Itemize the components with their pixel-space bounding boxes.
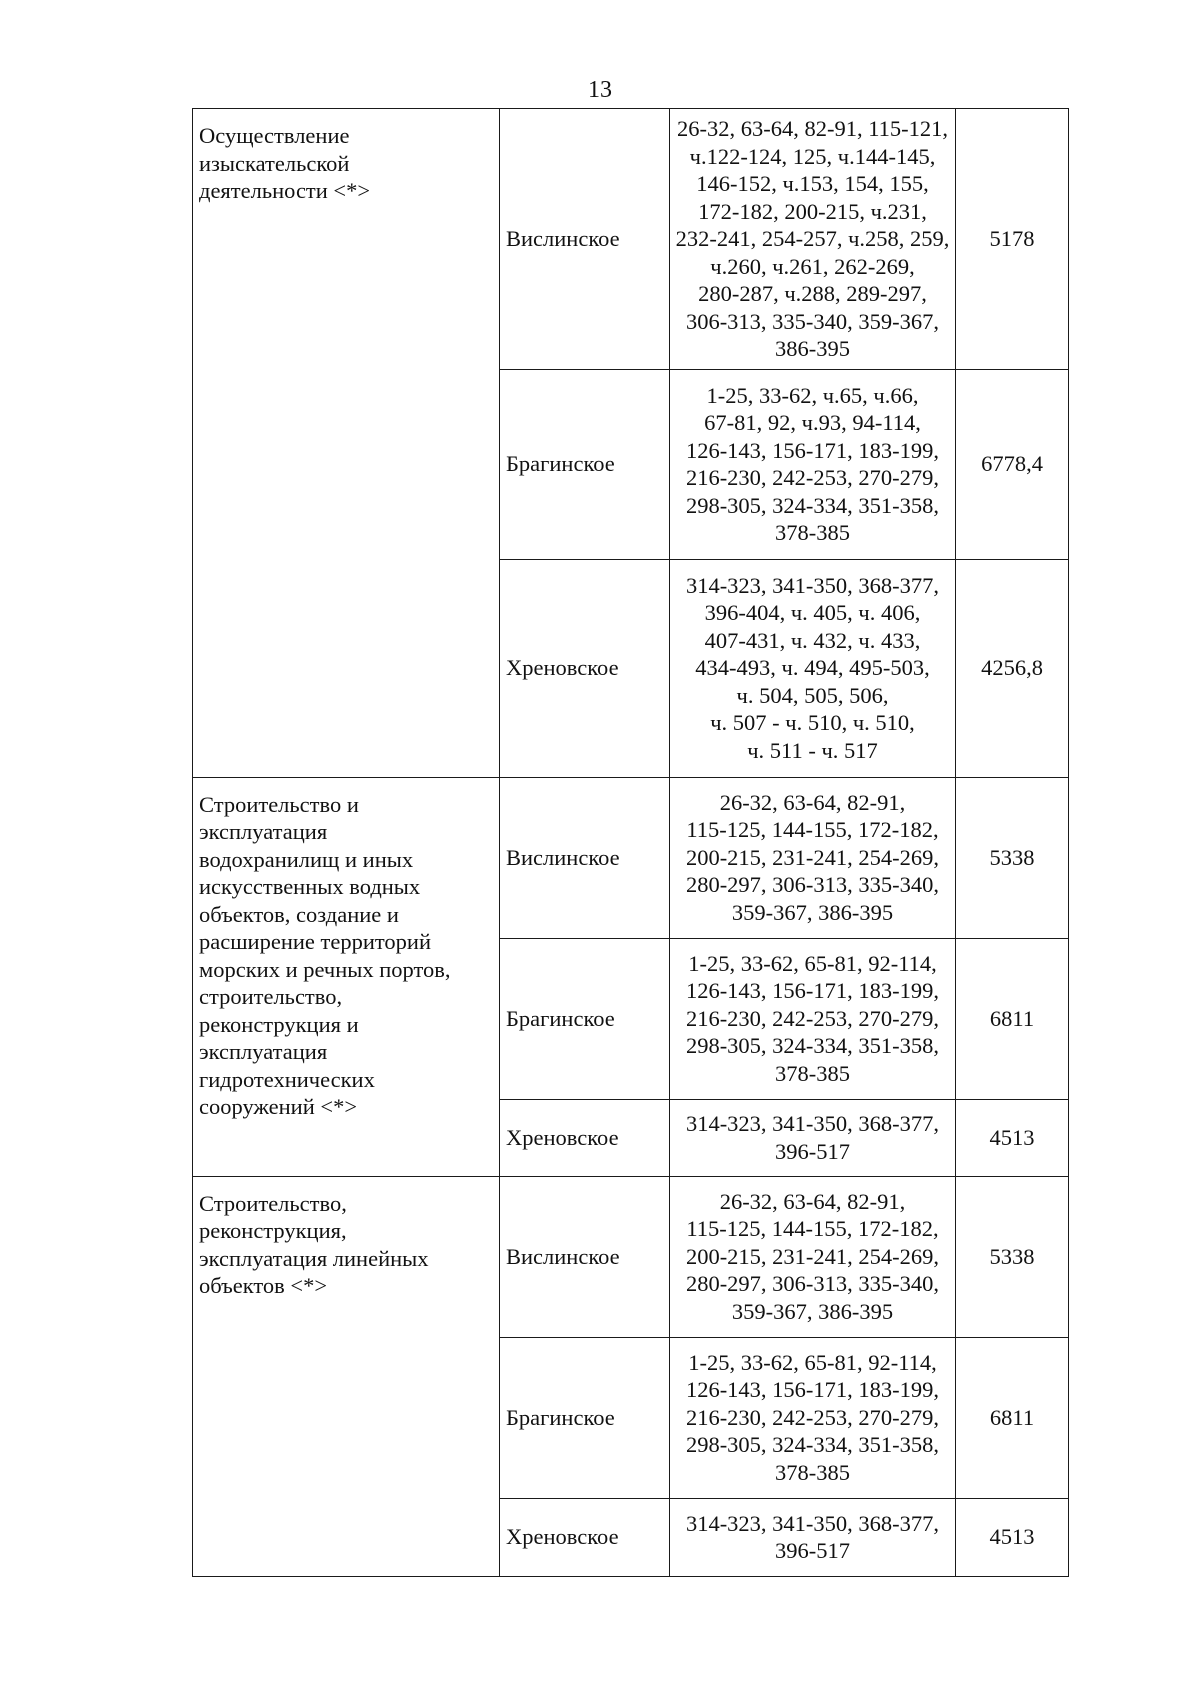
quarters-line: 172-182, 200-215, ч.231, [698, 198, 927, 224]
quarters-line: 314-323, 341-350, 368-377, [685, 1111, 940, 1136]
area-cell: 4256,8 [956, 559, 1069, 777]
quarters-line: 407-431, ч. 432, ч. 433, [704, 627, 921, 653]
quarters-line: 200-215, 231-241, 254-269, [685, 844, 940, 870]
forestry-cell: Брагинское [500, 938, 670, 1099]
activity-line: сооружений <*> [199, 1094, 358, 1119]
quarters-line: 306-313, 335-340, 359-367, [685, 308, 940, 334]
quarters-line: 434-493, ч. 494, 495-503, [695, 655, 930, 681]
activity-line: водохранилищ и иных [199, 846, 414, 872]
quarters-cell [670, 938, 956, 1099]
quarters-line: 378-385 [775, 1459, 850, 1485]
activity-line: изыскательской [199, 150, 350, 176]
quarters-line: 378-385 [775, 1060, 850, 1086]
quarters-line: 378-385 [775, 520, 850, 545]
quarters-line: 232-241, 254-257, ч.258, 259, [675, 226, 950, 251]
activity-line: Строительство и [199, 791, 359, 817]
quarters-line: 314-323, 341-350, 368-377, [685, 572, 940, 598]
activity-line: реконструкция и [199, 1011, 359, 1037]
activity-line: строительство, [199, 984, 343, 1009]
quarters-line: ч. 507 - ч. 510, ч. 510, [710, 710, 915, 736]
forestry-cell: Вислинское [500, 777, 670, 938]
quarters-line: 396-404, ч. 405, ч. 406, [704, 600, 921, 626]
quarters-line: 126-143, 156-171, 183-199, [685, 1377, 940, 1403]
activity-line: объектов, создание и [199, 901, 399, 927]
quarters-line: ч. 504, 505, 506, [736, 682, 889, 708]
quarters-line: 126-143, 156-171, 183-199, [685, 978, 940, 1004]
forestry-cell: Брагинское [500, 369, 670, 559]
area-cell: 4513 [956, 1498, 1069, 1576]
area-cell: 5178 [956, 109, 1069, 370]
area-cell: 6811 [956, 938, 1069, 1099]
activity-cell [193, 1176, 500, 1576]
area-cell: 6811 [956, 1337, 1069, 1498]
quarters-line: ч.122-124, 125, ч.144-145, [689, 143, 936, 169]
quarters-line: 216-230, 242-253, 270-279, [685, 1005, 940, 1031]
quarters-line: 67-81, 92, ч.93, 94-114, [704, 410, 921, 435]
quarters-line: 200-215, 231-241, 254-269, [685, 1243, 940, 1269]
quarters-line: 298-305, 324-334, 351-358, [685, 1033, 940, 1059]
quarters-line: 26-32, 63-64, 82-91, 115-121, [676, 116, 948, 141]
table-row [193, 109, 1069, 370]
quarters-cell [670, 369, 956, 559]
quarters-line: 1-25, 33-62, 65-81, 92-114, [688, 950, 937, 976]
forestry-usage-table [192, 108, 1069, 1577]
quarters-line: 26-32, 63-64, 82-91, [719, 789, 906, 815]
activity-line: деятельности <*> [199, 178, 371, 203]
quarters-line: 1-25, 33-62, ч.65, ч.66, [706, 382, 919, 408]
forestry-cell: Брагинское [500, 1337, 670, 1498]
activity-line: расширение территорий [199, 929, 431, 954]
quarters-cell [670, 1498, 956, 1576]
quarters-line: 386-395 [775, 336, 850, 361]
quarters-line: 115-125, 144-155, 172-182, [686, 817, 939, 843]
quarters-line: 280-297, 306-313, 335-340, [685, 1271, 940, 1297]
quarters-line: 1-25, 33-62, 65-81, 92-114, [688, 1349, 937, 1375]
quarters-line: 298-305, 324-334, 351-358, [685, 492, 940, 518]
quarters-line: 314-323, 341-350, 368-377, [685, 1510, 940, 1536]
quarters-line: 396-517 [775, 1538, 850, 1563]
quarters-cell [670, 1337, 956, 1498]
area-cell: 5338 [956, 1176, 1069, 1337]
activity-line: реконструкция, [199, 1218, 347, 1243]
quarters-line: 280-297, 306-313, 335-340, [685, 872, 940, 898]
activity-line: эксплуатация [199, 819, 328, 844]
quarters-line: 126-143, 156-171, 183-199, [685, 437, 940, 463]
quarters-line: 359-367, 386-395 [731, 899, 894, 925]
forestry-cell: Хреновское [500, 1099, 670, 1176]
forestry-cell: Хреновское [500, 559, 670, 777]
table-row [193, 777, 1069, 938]
quarters-line: 298-305, 324-334, 351-358, [685, 1432, 940, 1458]
forestry-cell: Хреновское [500, 1498, 670, 1576]
forestry-cell: Вислинское [500, 1176, 670, 1337]
table-row [193, 1176, 1069, 1337]
quarters-line: 359-367, 386-395 [731, 1298, 894, 1324]
quarters-line: 146-152, ч.153, 154, 155, [696, 171, 929, 196]
forestry-cell: Вислинское [500, 109, 670, 370]
quarters-cell [670, 777, 956, 938]
activity-line: эксплуатация [199, 1039, 328, 1064]
activity-line: Строительство, [199, 1190, 347, 1216]
quarters-line: 280-287, ч.288, 289-297, [698, 281, 927, 306]
quarters-line: ч. 511 - ч. 517 [747, 737, 878, 763]
quarters-line: 115-125, 144-155, 172-182, [686, 1216, 939, 1242]
quarters-cell [670, 559, 956, 777]
activity-line: искусственных водных [199, 874, 421, 899]
activity-cell [193, 109, 500, 778]
quarters-line: 396-517 [775, 1138, 850, 1164]
activity-line: морских и речных портов, [199, 956, 451, 982]
quarters-cell [670, 1176, 956, 1337]
quarters-line: 216-230, 242-253, 270-279, [685, 1404, 940, 1430]
activity-cell [193, 777, 500, 1176]
activity-line: гидротехнических [199, 1066, 375, 1092]
quarters-line: 216-230, 242-253, 270-279, [685, 465, 940, 490]
page-number: 13 [588, 77, 612, 103]
quarters-cell [670, 109, 956, 370]
quarters-cell [670, 1099, 956, 1176]
activity-line: эксплуатация линейных [199, 1245, 429, 1271]
activity-line: Осуществление [199, 123, 350, 148]
area-cell: 6778,4 [956, 369, 1069, 559]
table-body [193, 109, 1069, 1577]
area-cell: 5338 [956, 777, 1069, 938]
quarters-line: 26-32, 63-64, 82-91, [719, 1188, 906, 1214]
activity-line: объектов <*> [199, 1273, 328, 1298]
quarters-line: ч.260, ч.261, 262-269, [710, 253, 915, 279]
area-cell: 4513 [956, 1099, 1069, 1176]
